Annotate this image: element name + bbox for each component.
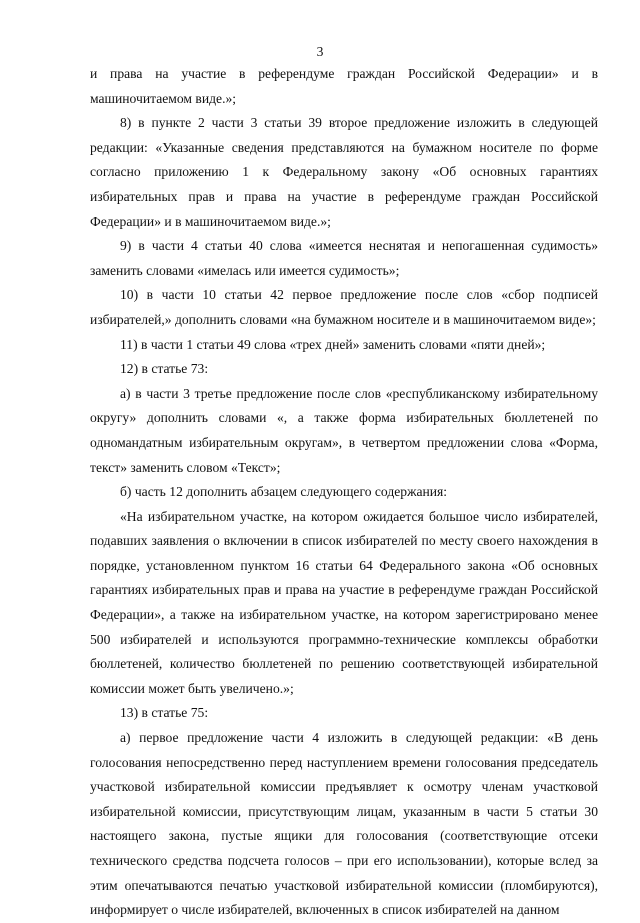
paragraph: 13) в статье 75: [120,705,209,721]
paragraph: 11) в части 1 статьи 49 слова «трех дней» заменить словами «пяти дней»; [120,336,546,352]
paragraph: 9) в части 4 статьи 40 слова «имеется неснятая и непогашенная судимость» заменить словами «имелась или имеется судимость»; [90,238,598,278]
paragraph: 12) в статье 73: [120,361,209,377]
paragraph: 8) в пункте 2 части 3 статьи 39 второе предложение изложить в следующей редакции: «Указанные сведения представляются на бумажном носителе по форме согласно приложению 1 к Федеральному закону «Об основных гарантиях избирательных прав и права на участие в референдуме граждан Российской Федерации» и в машиночитаемом виде.»; [90,115,598,229]
page-number: 3 [316,44,324,59]
quoted-paragraph: «На избирательном участке, на котором ожидается большое число избирателей, подавших заявления о включении в список избирателей по месту своего нахождения в порядке, установленном пунктом 16 статьи 64 Федерального закона «Об основных гарантиях избирательных прав и права на участие в референдуме граждан Российской Федерации», а также на избирательном участке, на котором зарегистрировано менее 500 избирателей и используются программно-технические комплексы обработки бюллетеней, количество бюллетеней по решению соответствующей избирательной комиссии может быть увеличено.»; [90,508,598,696]
paragraph: 10) в части 10 статьи 42 первое предложение после слов «сбор подписей избирателей,» дополнить словами «на бумажном носителе и в машиночитаемом виде»; [90,287,598,327]
document-body [90,62,598,923]
paragraph: б) часть 12 дополнить абзацем следующего содержания: [120,484,448,500]
paragraph: и права на участие в референдуме граждан Российской Федерации» и в машиночитаемом виде.»; [90,66,598,106]
paragraph: а) первое предложение части 4 изложить в следующей редакции: «В день голосования непосредственно перед наступлением времени голосования председатель участковой избирательной комиссии предъявляет к осмотру членам участковой избирательной комиссии, присутствующим лицам, указанным в части 5 статьи 30 настоящего закона, пустые ящики для голосования (соответствующие отсеки технического средства подсчета голосов – при его использовании), которые вслед за этим опечатываются печатью участковой избирательной комиссии (пломбируются), информирует о числе избирателей, включенных в список избирателей на данном [90,730,598,918]
paragraph: а) в части 3 третье предложение после слов «республиканскому избирательному округу» дополнить словами «, а также форма избирательных бюллетеней по одномандатным избирательным округам», в четвертом предложении слова «Форма, текст» заменить словом «Текст»; [90,385,598,475]
